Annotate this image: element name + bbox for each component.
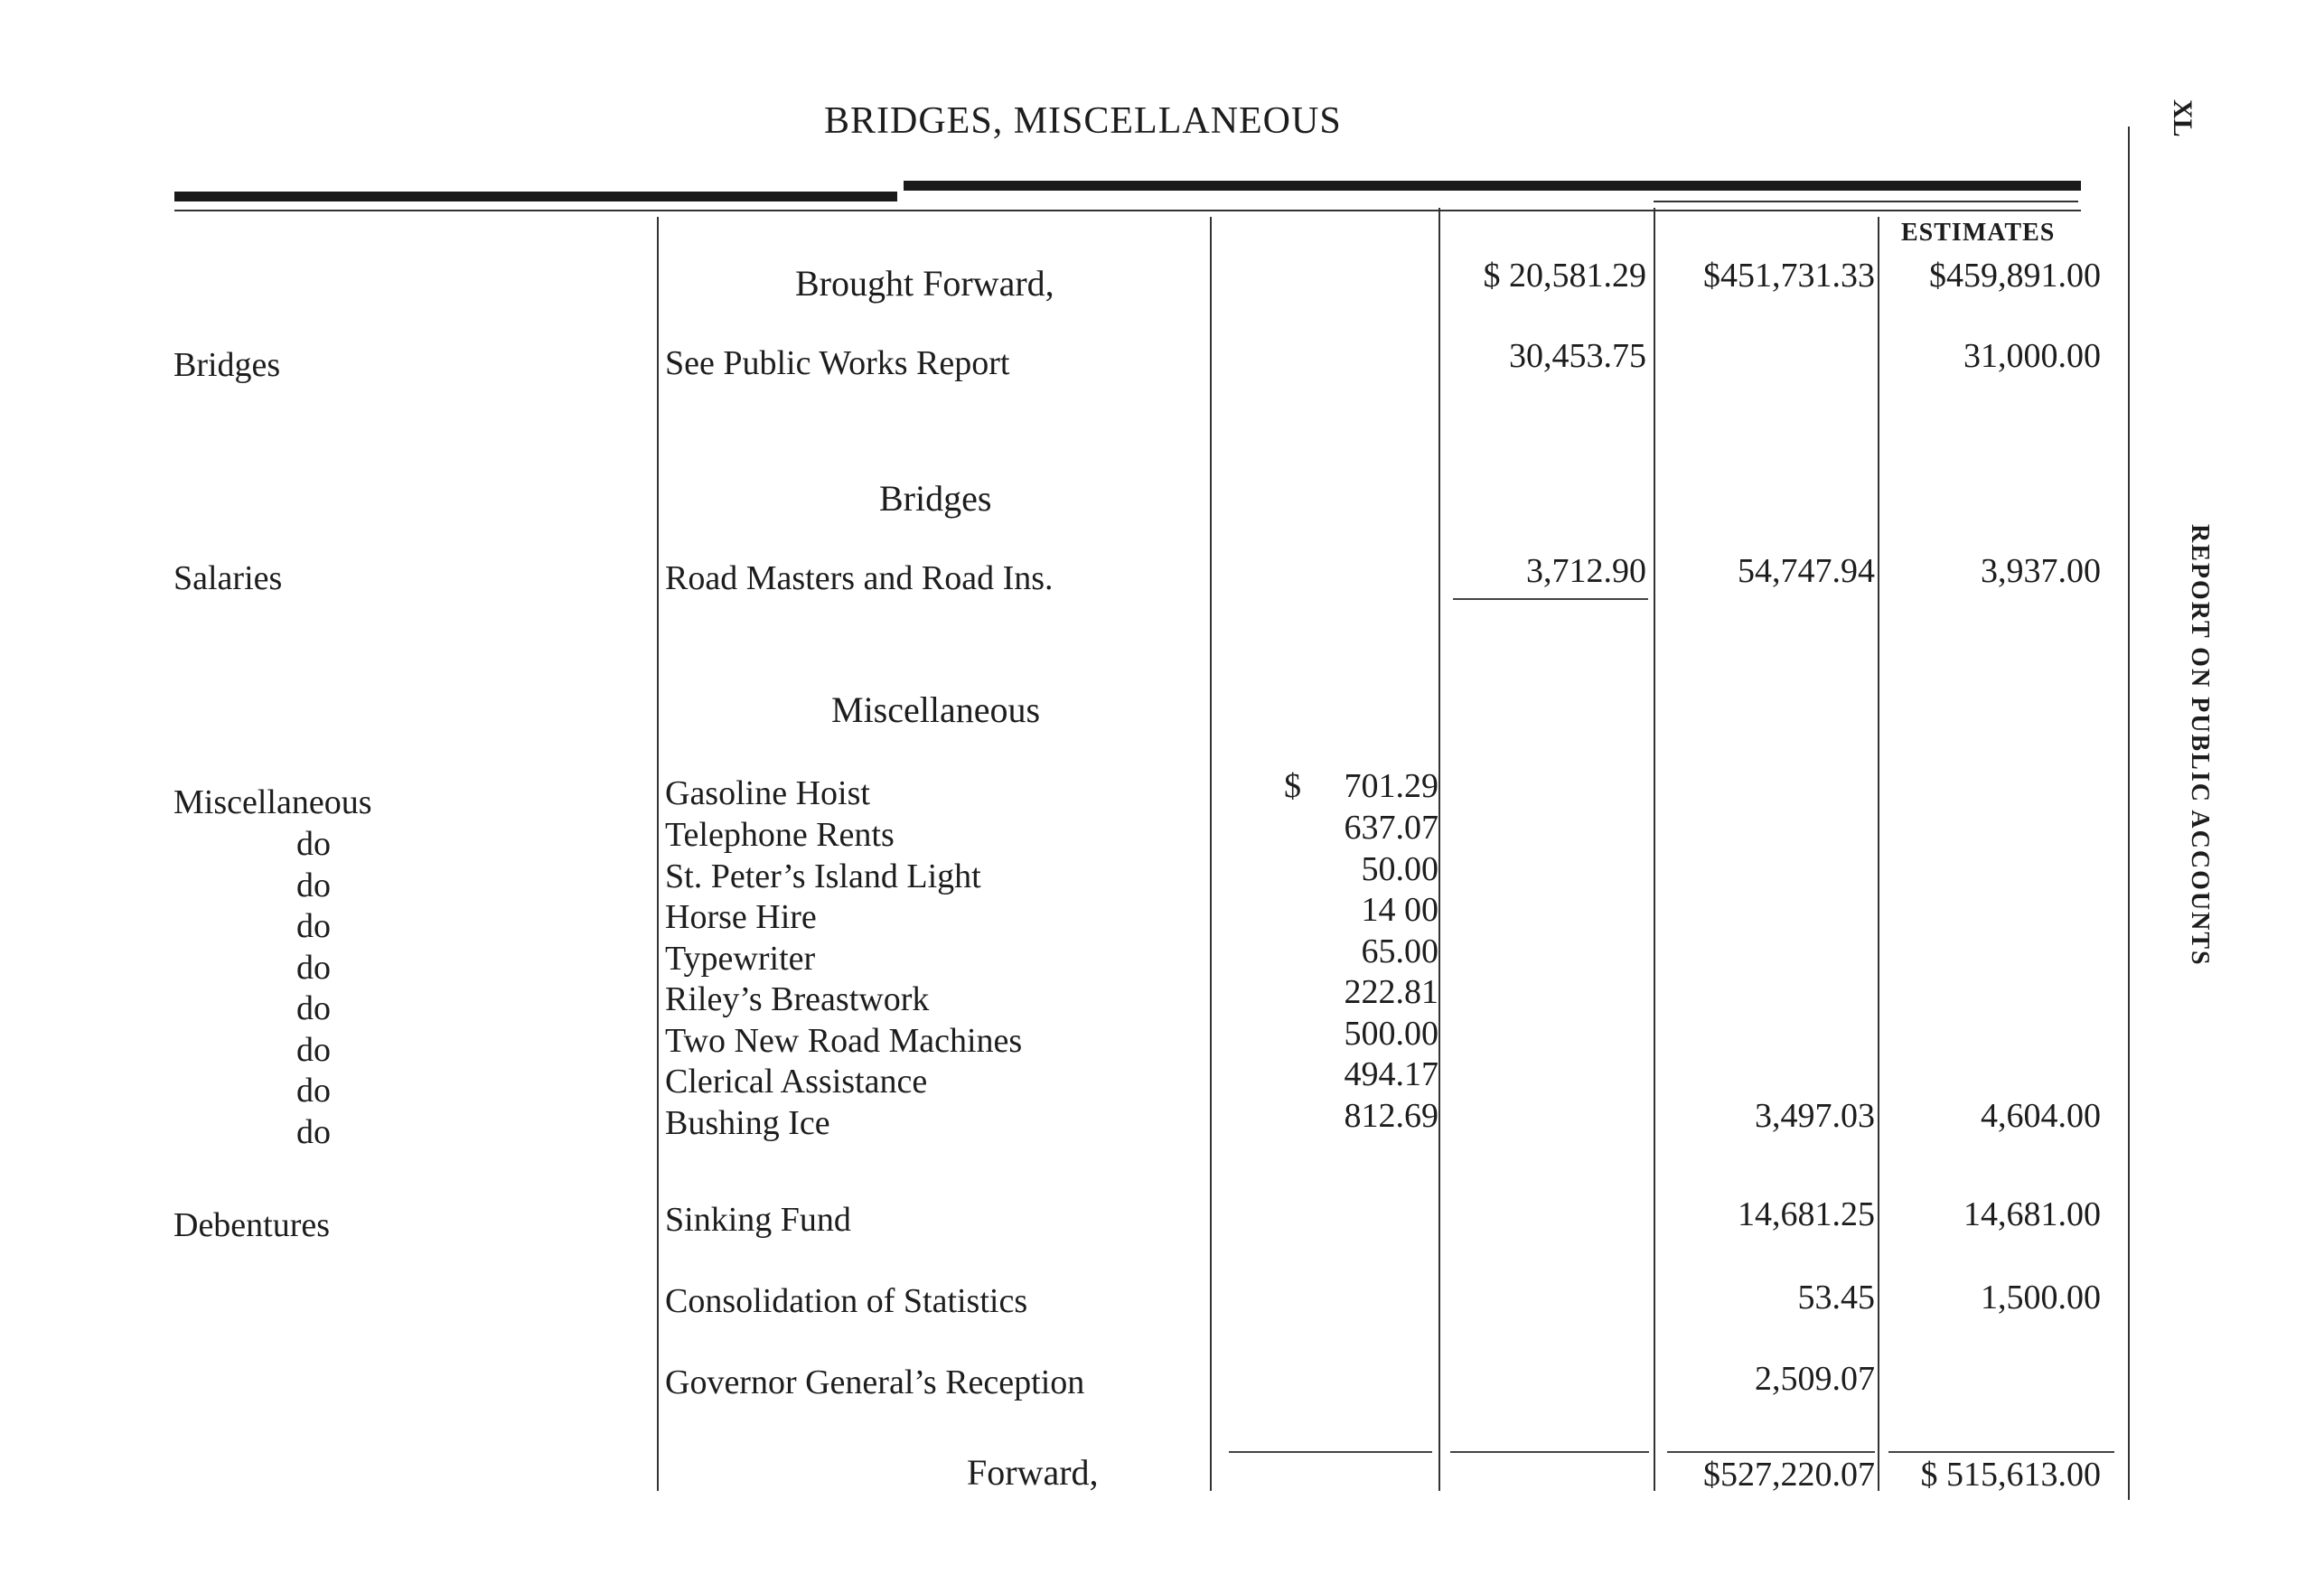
misc-item-amount: 14 00 [1361, 891, 1438, 929]
misc-item-description: Telephone Rents [665, 816, 895, 854]
ditto-mark: do [296, 1113, 331, 1151]
desc-road-masters: Road Masters and Road Ins. [665, 559, 1054, 597]
statistics-col4: 1,500.00 [1981, 1279, 2101, 1316]
misc-item-description: Clerical Assistance [665, 1063, 928, 1101]
column-rule-2 [1438, 208, 1440, 1491]
misc-item-amount: 500.00 [1344, 1015, 1438, 1053]
forward-label: Forward, [967, 1452, 1099, 1493]
forward-col4: $ 515,613.00 [1920, 1456, 2101, 1494]
debentures-col4: 14,681.00 [1963, 1195, 2101, 1233]
reception-col3: 2,509.07 [1755, 1360, 1875, 1398]
forward-rule-col3 [1667, 1451, 1875, 1453]
debentures-col3: 14,681.25 [1738, 1195, 1875, 1233]
misc-item-description: Two New Road Machines [665, 1022, 1023, 1060]
header-rule-thick-left [174, 192, 897, 201]
category-bridges: Bridges [173, 346, 281, 384]
forward-rule-col1 [1229, 1451, 1432, 1453]
misc-total-col4: 4,604.00 [1981, 1097, 2101, 1135]
category-salaries: Salaries [173, 559, 283, 597]
ditto-mark: do [296, 825, 331, 863]
estimates-heading: ESTIMATES [1901, 219, 2056, 247]
column-rule-description [657, 217, 659, 1491]
misc-item-amount: 65.00 [1361, 932, 1438, 970]
salaries-col3: 54,747.94 [1738, 552, 1875, 590]
category-miscellaneous: Miscellaneous [173, 783, 372, 821]
misc-item-description: Horse Hire [665, 898, 817, 936]
ditto-mark: do [296, 949, 331, 987]
header-rule-thick-right [904, 181, 2081, 191]
brought-forward-label: Brought Forward, [795, 263, 1054, 304]
salaries-underline [1453, 598, 1648, 600]
forward-rule-col4 [1888, 1451, 2114, 1453]
bridges-col2: 30,453.75 [1509, 337, 1646, 375]
category-debentures: Debentures [173, 1206, 331, 1244]
ditto-mark: do [296, 989, 331, 1027]
section-heading-bridges: Bridges [879, 478, 992, 519]
column-rule-right [2128, 126, 2130, 1500]
brought-forward-col2: $ 20,581.29 [1483, 257, 1646, 295]
section-heading-miscellaneous: Miscellaneous [831, 689, 1041, 730]
misc-item-description: Gasoline Hoist [665, 774, 870, 812]
misc-item-amount: 494.17 [1344, 1055, 1438, 1093]
misc-item-amount: $ 701.29 [1284, 767, 1438, 805]
forward-rule-col2 [1450, 1451, 1649, 1453]
misc-item-amount: 637.07 [1344, 809, 1438, 847]
estimates-rule [1654, 201, 2078, 202]
ditto-mark: do [296, 1072, 331, 1110]
column-rule-1 [1210, 217, 1212, 1491]
misc-item-amount: 812.69 [1344, 1097, 1438, 1135]
page-number: XL [2168, 99, 2197, 137]
misc-item-amount: 222.81 [1344, 973, 1438, 1011]
statistics-col3: 53.45 [1797, 1279, 1875, 1316]
misc-item-description: St. Peter’s Island Light [665, 857, 981, 895]
side-running-title: REPORT ON PUBLIC ACCOUNTS [2186, 524, 2214, 967]
desc-statistics: Consolidation of Statistics [665, 1282, 1028, 1320]
forward-col3: $527,220.07 [1703, 1456, 1875, 1494]
misc-total-col3: 3,497.03 [1755, 1097, 1875, 1135]
bridges-col4: 31,000.00 [1963, 337, 2101, 375]
desc-public-works: See Public Works Report [665, 344, 1010, 382]
header-rule-thin [174, 210, 2081, 211]
brought-forward-col3: $451,731.33 [1703, 257, 1875, 295]
misc-item-amount: 50.00 [1361, 850, 1438, 888]
salaries-col2: 3,712.90 [1526, 552, 1646, 590]
salaries-col4: 3,937.00 [1981, 552, 2101, 590]
desc-reception: Governor General’s Reception [665, 1363, 1085, 1401]
misc-item-description: Riley’s Breastwork [665, 980, 930, 1018]
desc-sinking-fund: Sinking Fund [665, 1201, 851, 1239]
ditto-mark: do [296, 867, 331, 904]
brought-forward-col4: $459,891.00 [1929, 257, 2101, 295]
ditto-mark: do [296, 907, 331, 945]
page-title: BRIDGES, MISCELLANEOUS [824, 100, 1342, 142]
ditto-mark: do [296, 1031, 331, 1069]
misc-item-description: Typewriter [665, 940, 816, 978]
misc-item-description: Bushing Ice [665, 1104, 830, 1142]
